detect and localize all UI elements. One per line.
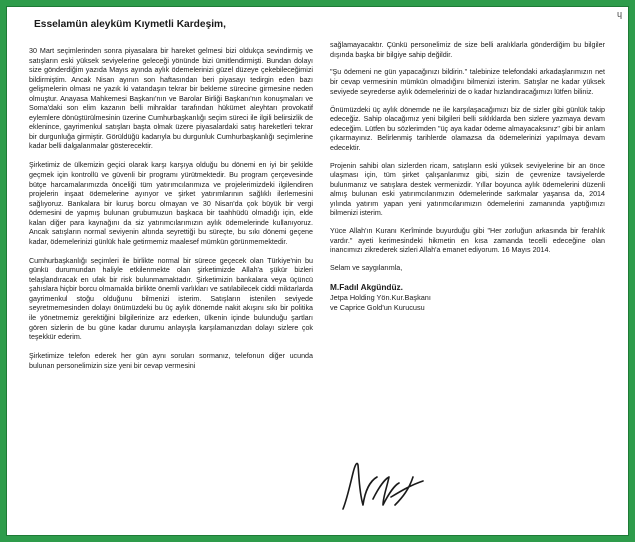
paragraph: sağlamayacaktır. Çünkü personelimiz de size belli aralıklarla gönderdiğim bu bilgiler dışında başka bir bilgiye sahip değildir. [330, 41, 605, 59]
paragraph: Önümüzdeki üç aylık dönemde ne ile karşılaşacağımızı biz de sizler gibi günlük takip edeceğiz. Sahip olacağımız yeni bilgileri belli sıklıklarda ben sizlere yazmaya devam edeceğim. Lütfen bu sözlerimden "üç aya kadar ödeme almayacaksınız" gibi bir anlam çıkarmayınız. Belirlenmiş tarihlerde olamazsa da ödemelerinizi yapılmaya devam edecektir. [330, 105, 605, 152]
letter-page [6, 6, 629, 536]
paragraph: Şirketimiz de ülkemizin geçici olarak karşı karşıya olduğu bu dönemi en iyi bir şekilde geçmek için kontrollü ve güvenli bir programı yürütmektedir. Bu program çerçevesinde bütçe harcamalarımızda önceliği tüm yatırımcılarımıza ve projelerimizdeki ilgilendiren projelerin inşaat ödemelerine ayırıyor ve şirket yatırımlarının sağlıklı ilerlemesini sağlıyoruz. Bankalara bir kuruş borcu olmayan ve 30 Nisan'da çok büyük bir vergi ödemesini de yapmış bulunan grubumuzun başkaca bir taahhüdü olmadığı için, elde kalan diğer para kaynağını da siz yatırımcılarımızın aylık ödemelerinde kullanıyoruz. Ancak satışların normal seviyenin altında seyrettiği bu süreçte, bu sıkı dönemi geçene kadar, ödemelerinizi günlük hale getirmemiz maalesef mümkün görünmemektedir. [29, 161, 313, 246]
signer-title: ve Caprice Gold'un Kurucusu [330, 303, 425, 313]
paragraph: "Şu ödemeni ne gün yapacağınızı bildirin." talebinize telefondaki arkadaşlarımızın net bir cevap vermesinin mümkün olmadığını bilmenizi isterim. Satışlar ne kadar yüksek seviyede seyrederse aylık ödemelerinizi de o kadar hızlandıracağımızı lütfen biliniz. [330, 68, 605, 96]
signature-block [330, 282, 605, 313]
paragraph: 30 Mart seçimlerinden sonra piyasalara bir hareket gelmesi bizi oldukça sevindirmiş ve satışların eski yüksek seviyelerine geleceği yönünde bizi ümitlendirmişti. Bundan dolayı size gönderdiğim yazıda Mayıs ayında aylık ödemelerinizi güzel düzeye çekebileceğimizi bildirmiştim. Ancak Nisan ayının son haftasından beri piyasayı tedirgin eden bazı gelişmelerin olması ne yazık ki vatandaşın tekrar bir bekleme sürecine girmesine neden olmuştur. Anayasa Mahkemesi Başkanı'nın ve Barolar Birliği Başkanı'nın konuşmaları ve Soma'daki son elim kazanın belli mihraklar tarafından hükümet aleyhtarı provokatif eylemlere dönüştürülmesinin üzerine Cumhurbaşkanlığı seçim süreci ile ilgili belirsizlik de eklenince, gayrimenkul satışları başta olmak üzere piyasalardaki satış hareketleri tekrar bir durgunluğa girmiştir. Görüldüğü kadarıyla bu durgunluk Cumhurbaşkanlığı seçimlerine kadar belli dalgalanmalar gösterecektir. [29, 47, 313, 151]
paragraph: Projenin sahibi olan sizlerden ricam, satışların eski yüksek seviyelerine bir an önce ulaşması için, tüm şirket çalışanlarımız gibi, sizin de çevrenize tavsiyelerde bulunmanız ve satışlara destek vermenizdir. Yıllar boyunca aylık ödemelerini düzenli almış bulunan eski yatırımcılarımızın ödemelerinde sarkmalar yaşansa da, 2014 yılında yatırım yapan yeni yatırımcılarımızın ödemelerini zamanında yaptığımızı bilmenizi isterim. [330, 161, 605, 218]
signer-name: M.Fadıl Akgündüz. [330, 282, 403, 293]
letter-greeting: Esselamün aleyküm Kıymetli Kardeşim, [34, 19, 226, 30]
corner-mark: ɥ [616, 9, 622, 19]
paragraph: Yüce Allah'ın Kuranı Kerîminde buyurduğu gibi "Her zorluğun arkasında bir ferahlık vardır." ayeti kerimesindeki hikmetin en kısa zamanda tecelli edeceğine olan inancımızı zikrederek sizleri Allah'a emanet ediyorum. 16 Mayıs 2014. [330, 227, 605, 255]
right-column [330, 41, 605, 313]
left-column [29, 47, 313, 381]
closing-salutation: Selam ve saygılarımla, [330, 264, 403, 273]
paragraph: Şirketimize telefon ederek her gün aynı soruları sormanız, telefonun diğer ucunda bulunan personelimizin size yeni bir cevap vermesini [29, 352, 313, 370]
handwritten-signature [337, 447, 429, 523]
signer-title: Jetpa Holding Yön.Kur.Başkanı [330, 293, 431, 303]
paragraph: Cumhurbaşkanlığı seçimleri ile birlikte normal bir sürece geçecek olan Türkiye'nin bu günkü durumundan haliyle etkilenmekte olan şirketimizde Allah'a şükür bizleri telaşlandıracak en ufak bir risk bulunmamaktadır. Şirketimizin bankalara veya üçüncü şahıslara hiçbir borcu olmamakla birlikte önemli varlıkları ve satılabilecek ciddi miktarlarda gayrimenkul stoğu olduğunu bilmenizi isterim. Satışların istenilen seviyede seyretmemesinden dolayı önümüzdeki bu üç aylık dönemde nakit akışını sıkı bir politika ile yönetmemiz gerektiğini bilgilerinize arz ederken, ülkenin içinde bulunduğu şartları gören sizlerin de bu güne kadar durumu anlayışla karşılamanızdan dolayı sizlere çok teşekkür ederim. [29, 256, 313, 342]
